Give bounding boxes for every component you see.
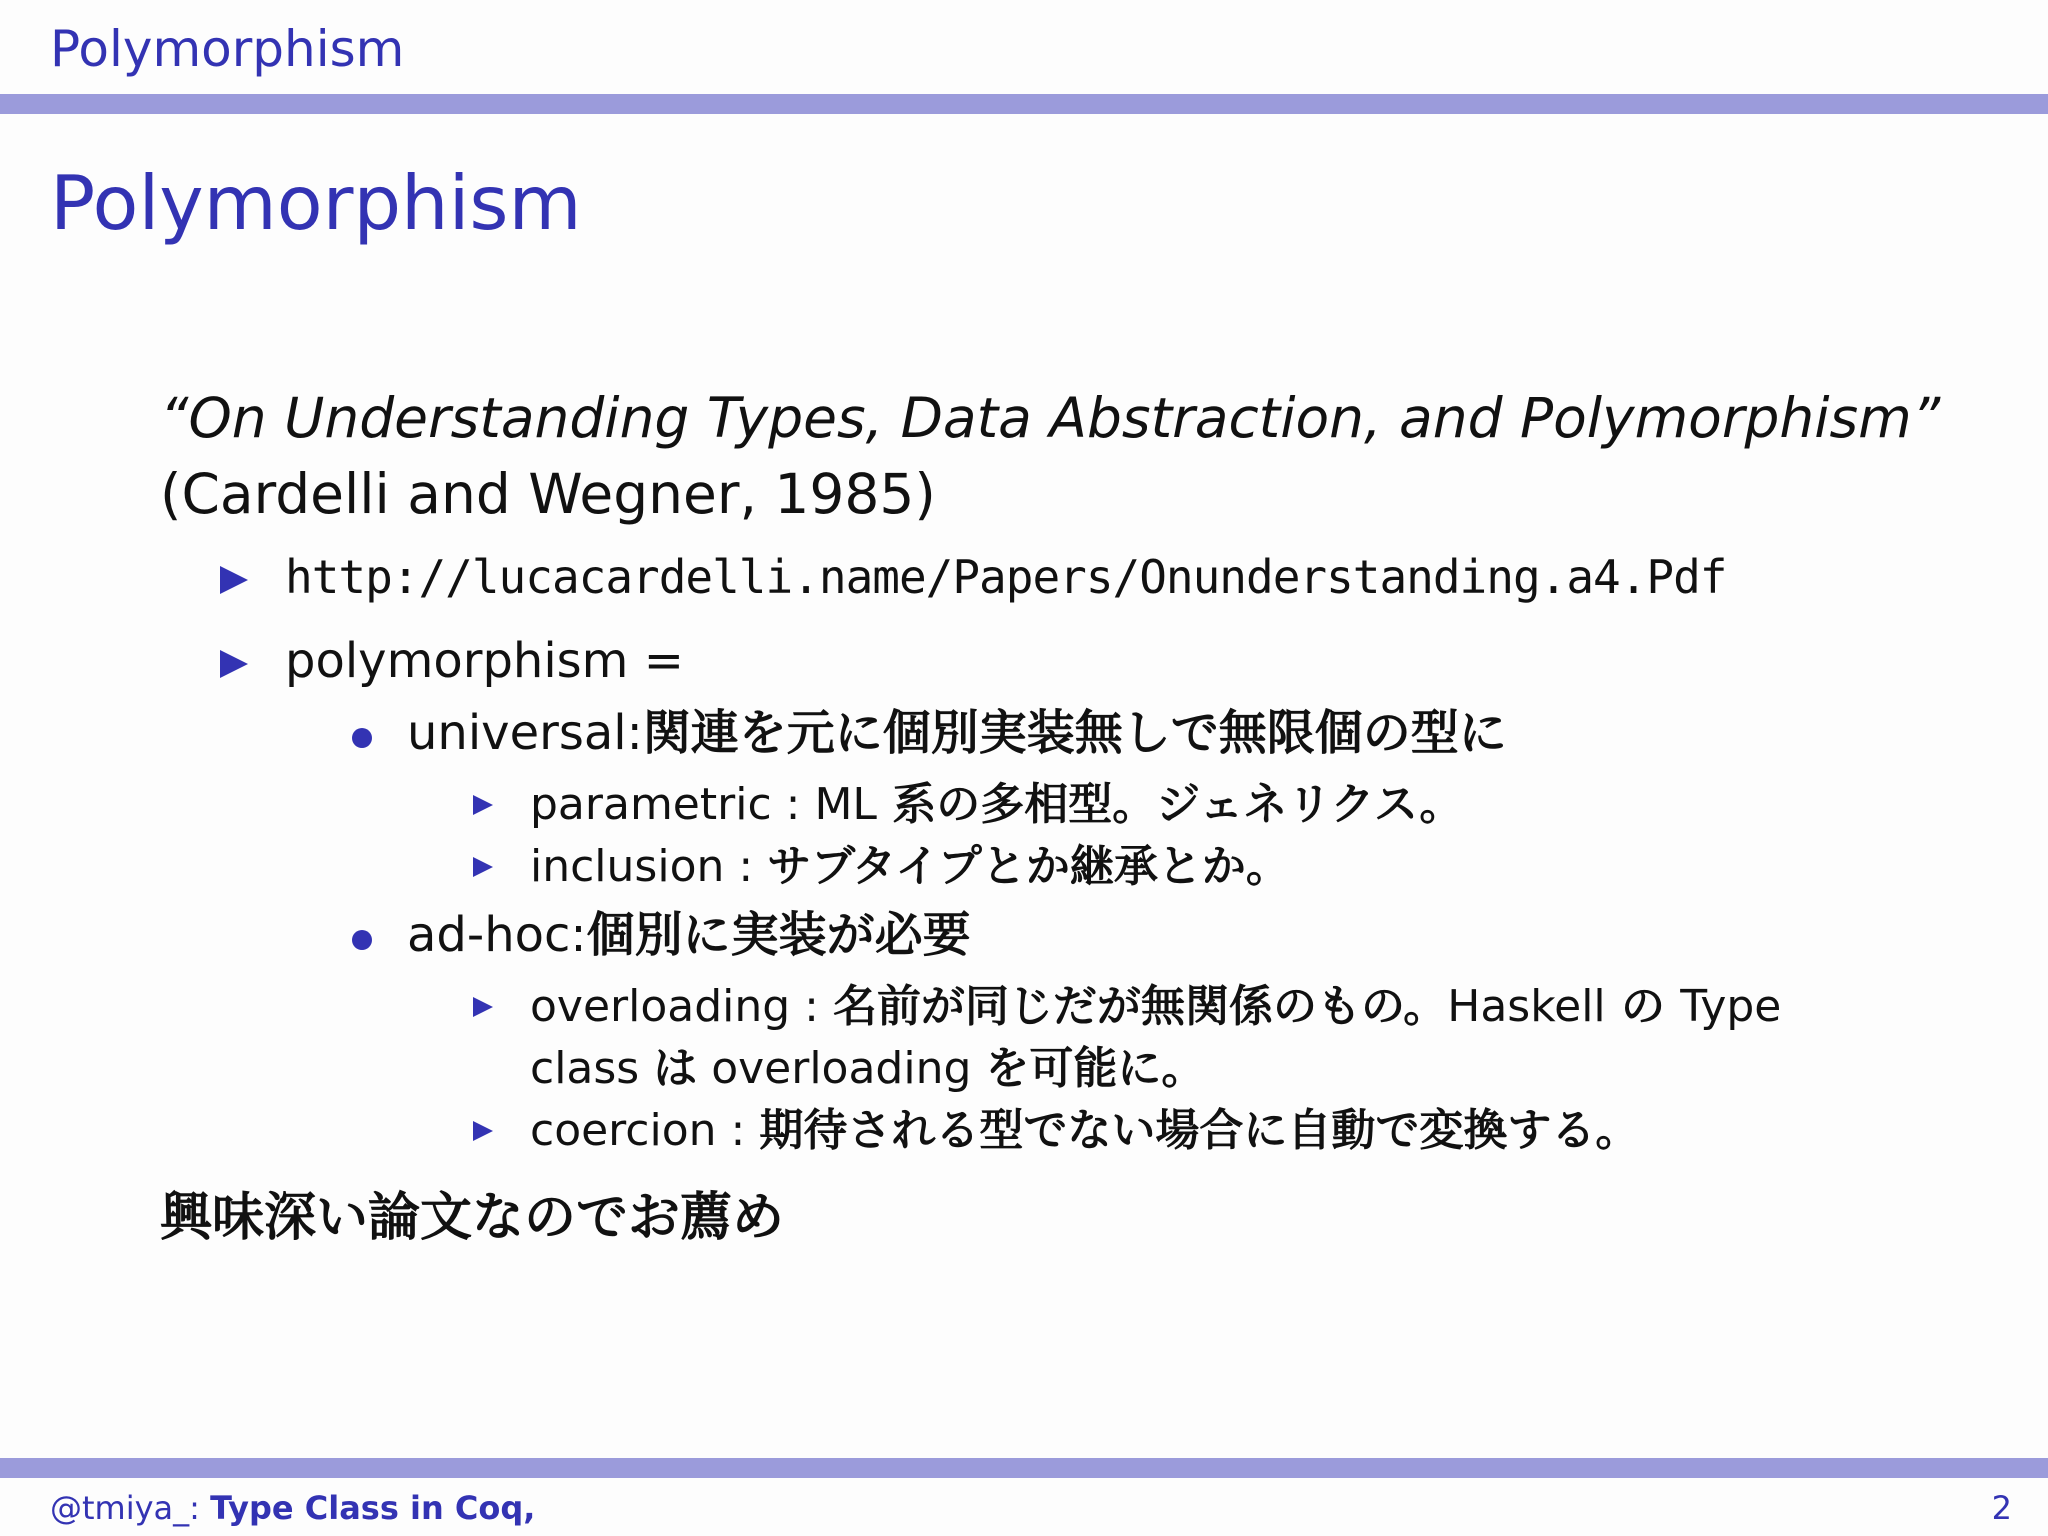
polymorphism-label: polymorphism = <box>285 633 684 689</box>
parametric-desc: 系の多相型。ジェネリクス。 <box>876 779 1464 830</box>
triangle-bullet-icon <box>220 566 248 594</box>
overloading-class: class <box>530 1043 654 1094</box>
inclusion-desc: サブタイプとか継承とか。 <box>767 841 1290 892</box>
list-item-url <box>160 542 1900 612</box>
inclusion-label: inclusion : <box>530 841 768 892</box>
parametric-ml: ML <box>814 779 877 830</box>
coercion-label: coercion : <box>530 1105 760 1156</box>
footer-info <box>50 1486 535 1530</box>
overloading-ha: は <box>653 1043 698 1094</box>
page-number: 2 <box>1991 1489 2012 1527</box>
list-item-coercion <box>160 1100 1900 1162</box>
frame-title: Polymorphism <box>50 159 582 247</box>
overloading-no: の <box>1605 981 1681 1032</box>
overloading-word: overloading <box>697 1043 986 1094</box>
adhoc-desc: 個別に実装が必要 <box>586 907 971 963</box>
parametric-label: parametric : <box>530 779 815 830</box>
circle-bullet-icon <box>352 930 372 950</box>
universal-desc: 関連を元に個別実装無しで無限個の型に <box>642 705 1507 761</box>
paper-citation: (Cardelli and Wegner, 1985) <box>160 462 936 526</box>
header-bar <box>0 94 2048 114</box>
footer-title: Type Class in Coq, <box>210 1489 536 1527</box>
list-item-parametric <box>160 774 1900 836</box>
paper-title: “On Understanding Types, Data Abstraction, and Polymorphism” <box>160 386 1941 450</box>
small-triangle-bullet-icon <box>473 997 493 1017</box>
slide-content <box>160 380 1941 1256</box>
list-item-polymorphism <box>160 626 1900 696</box>
overloading-label: overloading : <box>530 981 833 1032</box>
list-item-inclusion <box>160 836 1900 898</box>
list-item-universal <box>160 698 1900 768</box>
list-item-overloading-continued <box>160 1038 1900 1100</box>
coercion-desc: 期待される型でない場合に自動で変換する。 <box>759 1105 1640 1156</box>
small-triangle-bullet-icon <box>473 857 493 877</box>
overloading-end: を可能に。 <box>985 1043 1206 1094</box>
triangle-bullet-icon <box>220 650 248 678</box>
circle-bullet-icon <box>352 728 372 748</box>
overloading-haskell: Haskell <box>1447 981 1606 1032</box>
small-triangle-bullet-icon <box>473 1121 493 1141</box>
universal-label: universal: <box>407 705 643 761</box>
list-item-adhoc <box>160 900 1900 970</box>
footer-author: @tmiya_: <box>50 1489 211 1527</box>
paper-url-link[interactable]: http://lucacardelli.name/Papers/Onunderstanding.a4.Pdf <box>285 550 1727 604</box>
header-section-title: Polymorphism <box>50 20 405 78</box>
overloading-type: Type <box>1680 981 1782 1032</box>
footer-bar <box>0 1458 2048 1478</box>
list-item-overloading <box>160 976 1900 1038</box>
small-triangle-bullet-icon <box>473 795 493 815</box>
adhoc-label: ad-hoc: <box>407 907 587 963</box>
overloading-desc: 名前が同じだが無関係のもの。 <box>833 981 1448 1032</box>
closing-remark: 興味深い論文なのでお薦め <box>160 1188 785 1248</box>
